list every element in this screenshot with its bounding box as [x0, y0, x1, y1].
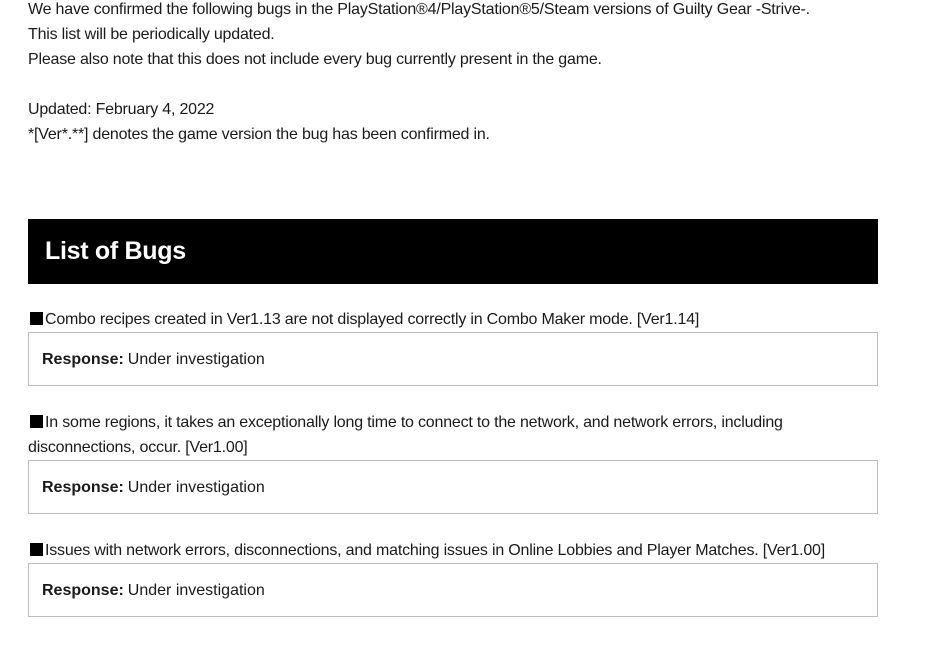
intro-line: We have confirmed the following bugs in the PlayStation®4/PlayStation®5/Steam versions of Guilty Gear -Strive-. — [28, 1, 810, 18]
bug-title-text: Issues with network errors, disconnections, and matching issues in Online Lobbies and Player Matches. [Ver1.00] — [45, 542, 825, 559]
response-label: Response: — [42, 581, 124, 599]
response-label: Response: — [42, 478, 124, 496]
bug-title-text: In some regions, it takes an exceptionally long time to connect to the network, and network errors, including disconnections, occur. [Ver1.00] — [28, 414, 783, 456]
version-note: *[Ver*.**] denotes the game version the bug has been confirmed in. — [28, 126, 490, 143]
response-box — [28, 460, 878, 514]
square-bullet-icon — [30, 415, 43, 428]
spacer — [28, 72, 878, 97]
square-bullet-icon — [30, 543, 43, 556]
list-title: List of Bugs — [45, 237, 186, 265]
response-box — [28, 332, 878, 386]
response-status: Under investigation — [127, 581, 265, 599]
square-bullet-icon — [30, 312, 43, 325]
intro-section — [28, 0, 878, 147]
bug-item — [28, 307, 878, 386]
bug-title — [28, 538, 878, 563]
response-status: Under investigation — [127, 350, 265, 368]
response-label: Response: — [42, 350, 124, 368]
bug-title-text: Combo recipes created in Ver1.13 are not displayed correctly in Combo Maker mode. [Ver1.14] — [45, 311, 700, 328]
bug-title — [28, 410, 878, 460]
bug-title — [28, 307, 878, 332]
response-status: Under investigation — [127, 478, 265, 496]
updated-date: Updated: February 4, 2022 — [28, 101, 215, 118]
bug-item — [28, 538, 878, 617]
list-header — [28, 219, 878, 284]
page-content — [28, 0, 878, 617]
bug-item — [28, 410, 878, 514]
response-box — [28, 563, 878, 617]
intro-line: This list will be periodically updated. — [28, 26, 275, 43]
intro-line: Please also note that this does not include every bug currently present in the game. — [28, 51, 602, 68]
